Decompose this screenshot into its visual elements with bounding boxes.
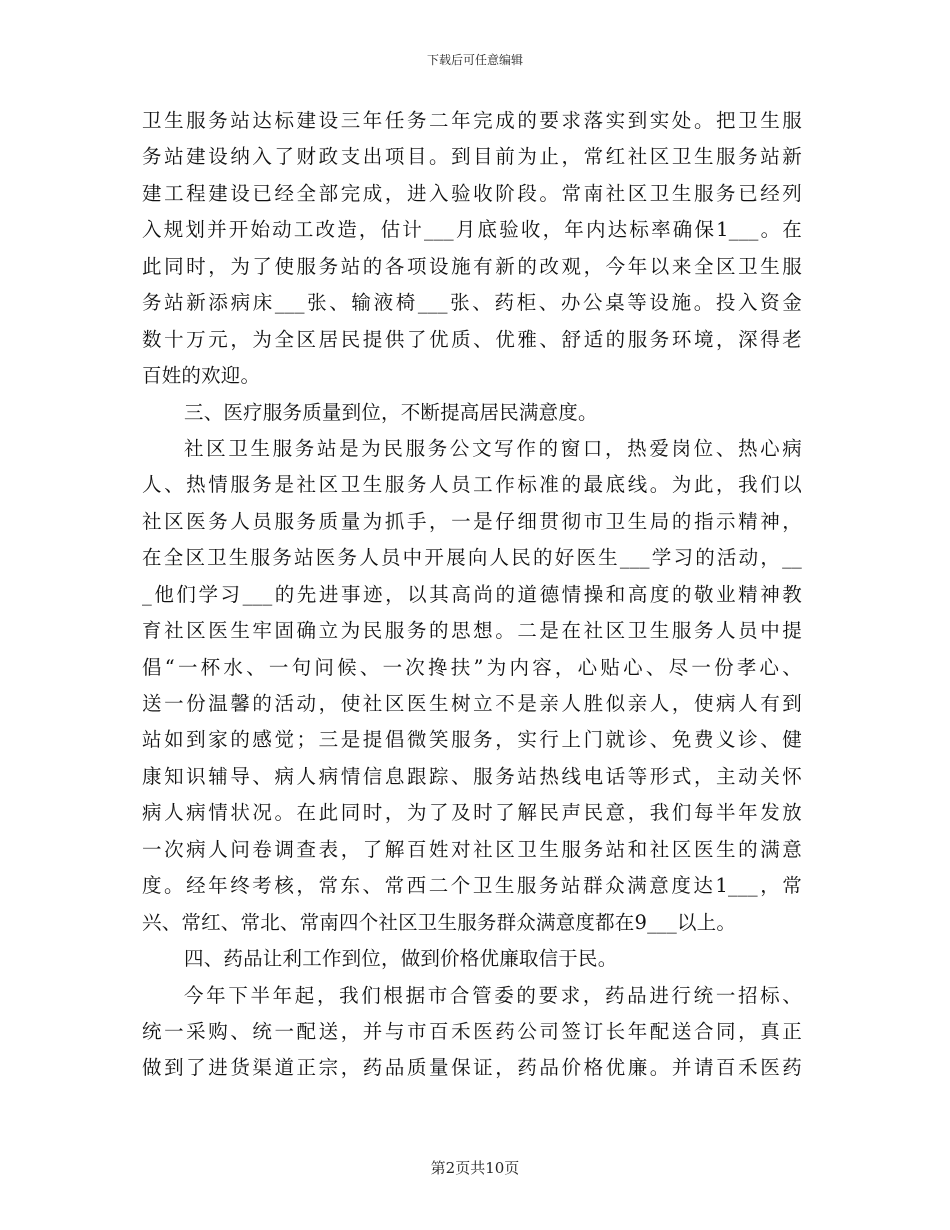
text-line: 站如到家的感觉；三是提倡微笑服务，实行上门就诊、免费义诊、健 [142, 728, 802, 752]
page-number-footer: 第2页共10页 [430, 1159, 520, 1177]
text-line: 今年下半年起，我们根据市合管委的要求，药品进行统一招标、 [184, 983, 802, 1007]
text-line: 度。经年终考核，常东、常西二个卫生服务站群众满意度达1___，常 [142, 874, 802, 898]
text-line: 一次病人问卷调查表，了解百姓对社区卫生服务站和社区医生的满意 [142, 837, 802, 861]
text-line: 倡“一杯水、一句问候、一次搀扶”为内容，心贴心、尽一份孝心、 [142, 655, 802, 679]
text-line: 社区卫生服务站是为民服务公文写作的窗口，热爱岗位、热心病 [184, 436, 802, 460]
text-line: _他们学习___的先进事迹，以其高尚的道德情操和高度的敬业精神教 [142, 582, 802, 606]
text-line: 人、热情服务是社区卫生服务人员工作标准的最底线。为此，我们以 [142, 473, 802, 497]
text-line: 此同时，为了使服务站的各项设施有新的改观，今年以来全区卫生服 [142, 254, 802, 278]
text-line: 育社区医生牢固确立为民服务的思想。二是在社区卫生服务人员中提 [142, 619, 802, 643]
text-line: 康知识辅导、病人病情信息跟踪、服务站热线电话等形式，主动关怀 [142, 764, 802, 788]
text-line: 做到了进货渠道正宗，药品质量保证，药品价格优廉。并请百禾医药 [142, 1056, 802, 1080]
text-line: 务站新添病床___张、输液椅___张、药柜、办公桌等设施。投入资金 [142, 291, 802, 315]
text-line: 务站建设纳入了财政支出项目。到目前为止，常红社区卫生服务站新 [142, 145, 802, 169]
text-line: 三、医疗服务质量到位，不断提高居民满意度。 [184, 400, 598, 424]
text-line: 百姓的欢迎。 [142, 364, 261, 388]
text-line: 病人病情状况。在此同时，为了及时了解民声民意，我们每半年发放 [142, 801, 802, 825]
text-line: 兴、常红、常北、常南四个社区卫生服务群众满意度都在9___以上。 [142, 910, 737, 934]
text-line: 送一份温馨的活动，使社区医生树立不是亲人胜似亲人，使病人有到 [142, 692, 802, 715]
text-line: 统一采购、统一配送，并与市百禾医药公司签订长年配送合同，真正 [142, 1019, 802, 1043]
text-line: 数十万元，为全区居民提供了优质、优雅、舒适的服务环境，深得老 [142, 327, 802, 351]
text-line: 入规划并开始动工改造，估计___月底验收，年内达标率确保1___。在 [142, 218, 802, 242]
text-line: 在全区卫生服务站医务人员中开展向人民的好医生___学习的活动，__ [142, 546, 802, 570]
text-line: 社区医务人员服务质量为抓手，一是仔细贯彻市卫生局的指示精神， [142, 509, 802, 533]
page-header-note: 下载后可任意编辑 [426, 53, 523, 67]
document-body [142, 103, 802, 1087]
text-line: 四、药品让利工作到位，做到价格优廉取信于民。 [184, 947, 618, 971]
text-line: 卫生服务站达标建设三年任务二年完成的要求落实到实处。把卫生服 [142, 109, 802, 132]
text-line: 建工程建设已经全部完成，进入验收阶段。常南社区卫生服务已经列 [142, 181, 802, 205]
